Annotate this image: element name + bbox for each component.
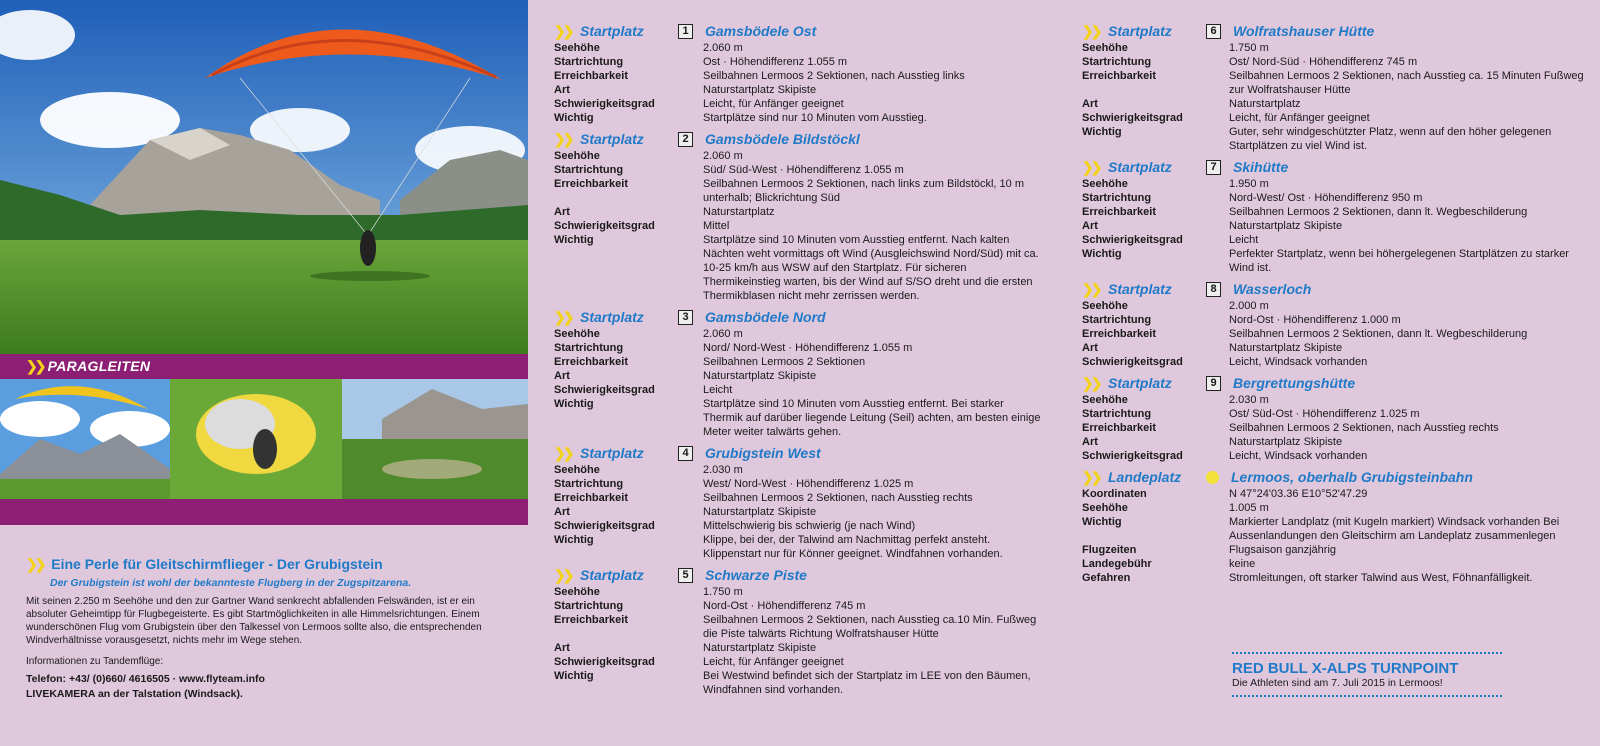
- detail-key: Schwierigkeitsgrad: [1082, 356, 1183, 368]
- site-header: [1082, 22, 1592, 40]
- detail-value: Naturstartplatz: [703, 206, 775, 218]
- detail-key: Startrichtung: [554, 342, 624, 354]
- site-header: [554, 308, 1044, 326]
- site-detail-row: [1082, 393, 1592, 407]
- column-right: [1082, 22, 1592, 590]
- site-detail-row: [554, 111, 1044, 125]
- detail-value: Ost · Höhendifferenz 1.055 m: [703, 56, 848, 68]
- detail-key: Seehöhe: [554, 42, 600, 54]
- thumbnail-glider: [0, 379, 170, 499]
- site-type-label: Startplatz: [1108, 23, 1172, 39]
- section-label-text: PARAGLEITEN: [47, 358, 151, 374]
- site-detail-row: [554, 533, 1044, 561]
- detail-key: Wichtig: [554, 112, 594, 124]
- turnpoint-box: [1232, 652, 1502, 697]
- detail-key: Erreichbarkeit: [1082, 422, 1156, 434]
- site-detail-row: [1082, 557, 1592, 571]
- detail-key: Erreichbarkeit: [554, 356, 628, 368]
- detail-key: Art: [554, 506, 570, 518]
- detail-value: Leicht, Windsack vorhanden: [1229, 450, 1368, 462]
- site-type-label: Landeplatz: [1108, 469, 1182, 485]
- site-detail-row: [554, 69, 1044, 83]
- detail-value: Naturstartplatz Skipiste: [1229, 436, 1343, 448]
- chevron-icon: ❯❯: [554, 445, 572, 461]
- intro-body: Mit seinen 2.250 m Seehöhe und den zur Gartner Wand senkrecht abfallenden Felswänden, ist er ein absoluter Geheimtipp für Flugbegeisterte. Es gibt Startmöglichkeiten in alle Himmelsrichtungen. Einem wunderschönen Flug vom Grubigstein über den Talkessel von Lermoos sollte also, die entsprechenden Windverhältnisse vorausgesetzt, nichts mehr im Wege stehen.: [26, 596, 482, 646]
- detail-key: Wichtig: [554, 234, 594, 246]
- site-entry: [1082, 468, 1592, 585]
- chevron-icon: ❯❯: [554, 309, 572, 325]
- detail-value: Süd/ Süd-West · Höhendifferenz 1.055 m: [703, 164, 904, 176]
- site-type-label: Startplatz: [1108, 281, 1172, 297]
- detail-key: Schwierigkeitsgrad: [1082, 112, 1183, 124]
- detail-value: Naturstartplatz Skipiste: [1229, 220, 1343, 232]
- landing-dot-icon: [1206, 471, 1219, 484]
- detail-value: Bei Westwind befindet sich der Startplatz im LEE von den Bäumen, Windfahnen sind vorhanden.: [703, 670, 1031, 696]
- detail-key: Startrichtung: [1082, 408, 1152, 420]
- detail-key: Art: [554, 206, 570, 218]
- chevron-icon: ❯❯: [554, 23, 572, 39]
- detail-value: 2.060 m: [703, 150, 743, 162]
- detail-key: Seehöhe: [554, 586, 600, 598]
- detail-value: N 47°24'03.36 E10°52'47.29: [1229, 488, 1368, 500]
- site-detail-row: [554, 97, 1044, 111]
- detail-key: Wichtig: [554, 398, 594, 410]
- detail-key: Schwierigkeitsgrad: [1082, 234, 1183, 246]
- site-detail-row: [554, 369, 1044, 383]
- detail-key: Seehöhe: [1082, 178, 1128, 190]
- detail-value: Perfekter Startplatz, wenn bei höhergelegenen Startplätzen zu starker Wind ist.: [1229, 248, 1569, 274]
- detail-key: Landegebühr: [1082, 558, 1152, 570]
- thumbnail-pilot: [170, 379, 342, 499]
- site-detail-row: [554, 355, 1044, 369]
- site-detail-row: [1082, 407, 1592, 421]
- site-detail-row: [554, 233, 1044, 303]
- site-detail-row: [1082, 327, 1592, 341]
- detail-value: 1.005 m: [1229, 502, 1269, 514]
- detail-value: Stromleitungen, oft starker Talwind aus West, Föhnanfälligkeit.: [1229, 572, 1533, 584]
- site-detail-row: [1082, 205, 1592, 219]
- site-detail-row: [1082, 219, 1592, 233]
- site-entry: [1082, 374, 1592, 463]
- detail-value: keine: [1229, 558, 1256, 570]
- detail-value: 2.060 m: [703, 328, 743, 340]
- detail-value: 2.000 m: [1229, 300, 1269, 312]
- detail-value: Leicht, für Anfänger geeignet: [703, 656, 844, 668]
- chevron-icon: ❯❯: [26, 358, 44, 374]
- site-detail-row: [1082, 571, 1592, 585]
- detail-value: Seilbahnen Lermoos 2 Sektionen, nach Ausstieg ca.10 Min. Fußweg die Piste talwärts Richtung Wolfratshauser Hütte: [703, 614, 1037, 640]
- site-header: [1082, 158, 1592, 176]
- detail-value: Leicht, Windsack vorhanden: [1229, 356, 1368, 368]
- detail-key: Schwierigkeitsgrad: [554, 656, 655, 668]
- detail-key: Flugzeiten: [1082, 544, 1137, 556]
- site-number-badge: 5: [678, 568, 693, 583]
- site-header: [554, 130, 1044, 148]
- site-name: Bergrettungshütte: [1233, 375, 1356, 391]
- site-header: [1082, 468, 1592, 486]
- chevron-icon: ❯❯: [1082, 23, 1100, 39]
- site-number-badge: 7: [1206, 160, 1221, 175]
- site-detail-row: [1082, 125, 1592, 153]
- site-header: [554, 444, 1044, 462]
- thumbnail-valley: [342, 379, 528, 499]
- site-detail-row: [1082, 191, 1592, 205]
- detail-key: Erreichbarkeit: [554, 614, 628, 626]
- detail-key: Art: [1082, 436, 1098, 448]
- site-header: [554, 566, 1044, 584]
- site-name: Lermoos, oberhalb Grubigsteinbahn: [1231, 469, 1473, 485]
- site-number-badge: 8: [1206, 282, 1221, 297]
- detail-key: Schwierigkeitsgrad: [554, 220, 655, 232]
- detail-value: Seilbahnen Lermoos 2 Sektionen, nach Ausstieg rechts: [703, 492, 973, 504]
- site-detail-row: [554, 505, 1044, 519]
- site-number-badge: 3: [678, 310, 693, 325]
- detail-value: Naturstartplatz: [1229, 98, 1301, 110]
- detail-key: Art: [554, 642, 570, 654]
- detail-key: Art: [554, 84, 570, 96]
- detail-key: Erreichbarkeit: [554, 492, 628, 504]
- section-band-bottom: [0, 499, 528, 525]
- site-detail-row: [554, 219, 1044, 233]
- detail-value: Leicht: [703, 384, 733, 396]
- detail-value: Nord-West/ Ost · Höhendifferenz 950 m: [1229, 192, 1423, 204]
- site-detail-row: [1082, 421, 1592, 435]
- site-detail-row: [1082, 543, 1592, 557]
- site-detail-row: [1082, 341, 1592, 355]
- detail-key: Startrichtung: [554, 478, 624, 490]
- site-detail-row: [554, 341, 1044, 355]
- site-entry: [554, 566, 1044, 697]
- detail-value: Naturstartplatz Skipiste: [703, 642, 817, 654]
- detail-value: Leicht: [1229, 234, 1259, 246]
- detail-value: Leicht, für Anfänger geeignet: [703, 98, 844, 110]
- site-number-badge: 4: [678, 446, 693, 461]
- column-left: [554, 22, 1044, 702]
- detail-key: Seehöhe: [554, 464, 600, 476]
- detail-value: 2.030 m: [703, 464, 743, 476]
- detail-value: 1.950 m: [1229, 178, 1269, 190]
- detail-value: Klippe, bei der, der Talwind am Nachmittag perfekt ansteht. Klippenstart nur für Könner geeignet. Windfahnen vorhanden.: [703, 534, 1003, 560]
- site-detail-row: [1082, 233, 1592, 247]
- chevron-icon: ❯❯: [26, 556, 44, 572]
- site-detail-row: [1082, 449, 1592, 463]
- site-detail-row: [554, 585, 1044, 599]
- detail-value: Flugsaison ganzjährig: [1229, 544, 1337, 556]
- site-number-badge: 2: [678, 132, 693, 147]
- site-number-badge: 9: [1206, 376, 1221, 391]
- detail-value: 1.750 m: [1229, 42, 1269, 54]
- site-detail-row: [554, 655, 1044, 669]
- detail-value: 1.750 m: [703, 586, 743, 598]
- site-header: [1082, 374, 1592, 392]
- detail-value: Mittel: [703, 220, 730, 232]
- detail-value: Guter, sehr windgeschützter Platz, wenn auf den höher gelegenen Startplätzen zu viel Wind ist.: [1229, 126, 1552, 152]
- detail-key: Art: [1082, 98, 1098, 110]
- detail-value: Seilbahnen Lermoos 2 Sektionen, nach Ausstieg links: [703, 70, 965, 82]
- paraglider-photo: [0, 0, 528, 354]
- detail-key: Erreichbarkeit: [554, 178, 628, 190]
- detail-value: Nord-Ost · Höhendifferenz 1.000 m: [1229, 314, 1401, 326]
- site-detail-row: [554, 177, 1044, 205]
- detail-key: Art: [554, 370, 570, 382]
- detail-key: Wichtig: [1082, 516, 1122, 528]
- site-detail-row: [1082, 501, 1592, 515]
- detail-value: Seilbahnen Lermoos 2 Sektionen: [703, 356, 866, 368]
- site-name: Gamsbödele Bildstöckl: [705, 131, 860, 147]
- dotted-divider: [1232, 652, 1502, 654]
- detail-value: Startplätze sind 10 Minuten vom Ausstieg entfernt. Nach kalten Nächten weht vormittags oft Wind (Ausgleichswind Nord/Süd) mit ca. 10-25 km/h aus WSW auf den Startplatz. Für sicheren Thermikeinstieg warten, bis der Wind auf S/SO dreht und die ersten Thermikblasen nicht mehr zerrissen werden.: [703, 234, 1039, 302]
- site-detail-row: [554, 491, 1044, 505]
- intro-subtitle: Der Grubigstein ist wohl der bekannteste Flugberg in der Zugspitzarena.: [50, 577, 412, 589]
- site-entry: [1082, 280, 1592, 369]
- intro-title: [26, 556, 516, 573]
- detail-key: Koordinaten: [1082, 488, 1147, 500]
- site-detail-row: [554, 41, 1044, 55]
- detail-key: Erreichbarkeit: [1082, 328, 1156, 340]
- detail-key: Startrichtung: [554, 56, 624, 68]
- detail-value: Seilbahnen Lermoos 2 Sektionen, nach Ausstieg ca. 15 Minuten Fußweg zur Wolfratshauser Hütte: [1229, 70, 1584, 96]
- site-header: [554, 22, 1044, 40]
- detail-key: Wichtig: [554, 534, 594, 546]
- site-detail-row: [1082, 41, 1592, 55]
- turnpoint-title: RED BULL X-ALPS TURNPOINT: [1232, 660, 1459, 677]
- detail-value: Seilbahnen Lermoos 2 Sektionen, dann lt. Wegbeschilderung: [1229, 328, 1528, 340]
- detail-value: Startplätze sind 10 Minuten vom Ausstieg entfernt. Bei starker Thermik auf darüber liegende Leitung (Seil) achten, am besten einige Meter weiter talwärts gehen.: [703, 398, 1041, 438]
- contact-phone: Telefon: +43/ (0)660/ 4616505 · www.flyteam.info: [26, 673, 265, 685]
- site-detail-row: [1082, 55, 1592, 69]
- site-detail-row: [1082, 299, 1592, 313]
- detail-value: Seilbahnen Lermoos 2 Sektionen, dann lt. Wegbeschilderung: [1229, 206, 1528, 218]
- site-detail-row: [1082, 355, 1592, 369]
- site-name: Wasserloch: [1233, 281, 1312, 297]
- detail-key: Schwierigkeitsgrad: [1082, 450, 1183, 462]
- detail-value: 2.030 m: [1229, 394, 1269, 406]
- site-detail-row: [554, 641, 1044, 655]
- livecam-note: LIVEKAMERA an der Talstation (Windsack).: [26, 688, 243, 700]
- detail-value: Ost/ Nord-Süd · Höhendifferenz 745 m: [1229, 56, 1418, 68]
- site-detail-row: [554, 613, 1044, 641]
- site-detail-row: [1082, 97, 1592, 111]
- section-band: [0, 354, 528, 379]
- site-detail-row: [1082, 313, 1592, 327]
- detail-value: Ost/ Süd-Ost · Höhendifferenz 1.025 m: [1229, 408, 1420, 420]
- detail-key: Startrichtung: [1082, 192, 1152, 204]
- site-detail-row: [554, 327, 1044, 341]
- site-name: Grubigstein West: [705, 445, 821, 461]
- detail-key: Schwierigkeitsgrad: [554, 98, 655, 110]
- site-entry: [554, 130, 1044, 303]
- site-detail-row: [554, 669, 1044, 697]
- dotted-divider: [1232, 695, 1502, 697]
- site-type-label: Startplatz: [580, 23, 644, 39]
- site-entry: [554, 444, 1044, 561]
- detail-value: Naturstartplatz Skipiste: [703, 506, 817, 518]
- site-detail-row: [554, 397, 1044, 439]
- site-type-label: Startplatz: [1108, 159, 1172, 175]
- site-detail-row: [554, 519, 1044, 533]
- detail-key: Startrichtung: [1082, 56, 1152, 68]
- site-header: [1082, 280, 1592, 298]
- detail-value: Seilbahnen Lermoos 2 Sektionen, nach Ausstieg rechts: [1229, 422, 1499, 434]
- site-detail-row: [554, 463, 1044, 477]
- detail-key: Erreichbarkeit: [554, 70, 628, 82]
- detail-key: Seehöhe: [1082, 502, 1128, 514]
- site-detail-row: [554, 383, 1044, 397]
- site-name: Wolfratshauser Hütte: [1233, 23, 1375, 39]
- detail-key: Schwierigkeitsgrad: [554, 520, 655, 532]
- site-entry: [554, 308, 1044, 439]
- site-detail-row: [554, 205, 1044, 219]
- detail-key: Art: [1082, 220, 1098, 232]
- left-panel: [0, 0, 528, 746]
- site-number-badge: 1: [678, 24, 693, 39]
- site-detail-row: [554, 599, 1044, 613]
- turnpoint-subtitle: Die Athleten sind am 7. Juli 2015 in Lermoos!: [1232, 677, 1443, 689]
- section-label: [26, 358, 150, 375]
- site-detail-row: [554, 55, 1044, 69]
- site-entry: [1082, 158, 1592, 275]
- chevron-icon: ❯❯: [1082, 159, 1100, 175]
- site-detail-row: [1082, 515, 1592, 543]
- site-detail-row: [1082, 111, 1592, 125]
- site-detail-row: [554, 477, 1044, 491]
- detail-key: Startrichtung: [554, 164, 624, 176]
- chevron-icon: ❯❯: [554, 131, 572, 147]
- site-type-label: Startplatz: [580, 567, 644, 583]
- detail-key: Seehöhe: [1082, 42, 1128, 54]
- intro-title-text: Eine Perle für Gleitschirmflieger - Der Grubigstein: [51, 556, 383, 572]
- detail-value: 2.060 m: [703, 42, 743, 54]
- detail-value: Naturstartplatz Skipiste: [1229, 342, 1343, 354]
- site-type-label: Startplatz: [580, 131, 644, 147]
- chevron-icon: ❯❯: [1082, 469, 1100, 485]
- detail-value: Naturstartplatz Skipiste: [703, 370, 817, 382]
- chevron-icon: ❯❯: [1082, 375, 1100, 391]
- thumbnail-strip: [0, 379, 528, 499]
- detail-key: Seehöhe: [1082, 394, 1128, 406]
- detail-key: Wichtig: [1082, 248, 1122, 260]
- detail-key: Seehöhe: [1082, 300, 1128, 312]
- detail-value: Nord-Ost · Höhendifferenz 745 m: [703, 600, 866, 612]
- detail-value: Markierter Landplatz (mit Kugeln markiert) Windsack vorhanden Bei Aussenlandungen den Gleitschirm am Landeplatz zusammenlegen: [1229, 516, 1560, 542]
- detail-key: Wichtig: [554, 670, 594, 682]
- site-number-badge: 6: [1206, 24, 1221, 39]
- site-detail-row: [1082, 177, 1592, 191]
- site-detail-row: [554, 149, 1044, 163]
- detail-key: Art: [1082, 342, 1098, 354]
- site-detail-row: [554, 83, 1044, 97]
- site-name: Schwarze Piste: [705, 567, 807, 583]
- detail-key: Seehöhe: [554, 328, 600, 340]
- detail-key: Erreichbarkeit: [1082, 206, 1156, 218]
- detail-value: Leicht, für Anfänger geeignet: [1229, 112, 1370, 124]
- site-type-label: Startplatz: [580, 309, 644, 325]
- site-type-label: Startplatz: [1108, 375, 1172, 391]
- chevron-icon: ❯❯: [554, 567, 572, 583]
- chevron-icon: ❯❯: [1082, 281, 1100, 297]
- site-detail-row: [1082, 435, 1592, 449]
- site-detail-row: [1082, 69, 1592, 97]
- site-entry: [554, 22, 1044, 125]
- detail-value: Mittelschwierig bis schwierig (je nach Wind): [703, 520, 916, 532]
- detail-value: Startplätze sind nur 10 Minuten vom Ausstieg.: [703, 112, 927, 124]
- site-entry: [1082, 22, 1592, 153]
- site-detail-row: [554, 163, 1044, 177]
- site-type-label: Startplatz: [580, 445, 644, 461]
- detail-key: Seehöhe: [554, 150, 600, 162]
- site-name: Gamsbödele Ost: [705, 23, 817, 39]
- site-name: Skihütte: [1233, 159, 1289, 175]
- detail-value: Nord/ Nord-West · Höhendifferenz 1.055 m: [703, 342, 913, 354]
- detail-key: Startrichtung: [1082, 314, 1152, 326]
- intro-info: Informationen zu Tandemflüge:: [26, 656, 164, 667]
- detail-value: Naturstartplatz Skipiste: [703, 84, 817, 96]
- detail-key: Schwierigkeitsgrad: [554, 384, 655, 396]
- detail-key: Wichtig: [1082, 126, 1122, 138]
- detail-key: Gefahren: [1082, 572, 1131, 584]
- site-detail-row: [1082, 487, 1592, 501]
- detail-value: Seilbahnen Lermoos 2 Sektionen, nach links zum Bildstöckl, 10 m unterhalb; Blickrichtung Süd: [703, 178, 1025, 204]
- site-name: Gamsbödele Nord: [705, 309, 826, 325]
- intro-section: [26, 556, 516, 702]
- site-detail-row: [1082, 247, 1592, 275]
- detail-value: West/ Nord-West · Höhendifferenz 1.025 m: [703, 478, 914, 490]
- detail-key: Startrichtung: [554, 600, 624, 612]
- detail-key: Erreichbarkeit: [1082, 70, 1156, 82]
- hero-photo: [0, 0, 528, 354]
